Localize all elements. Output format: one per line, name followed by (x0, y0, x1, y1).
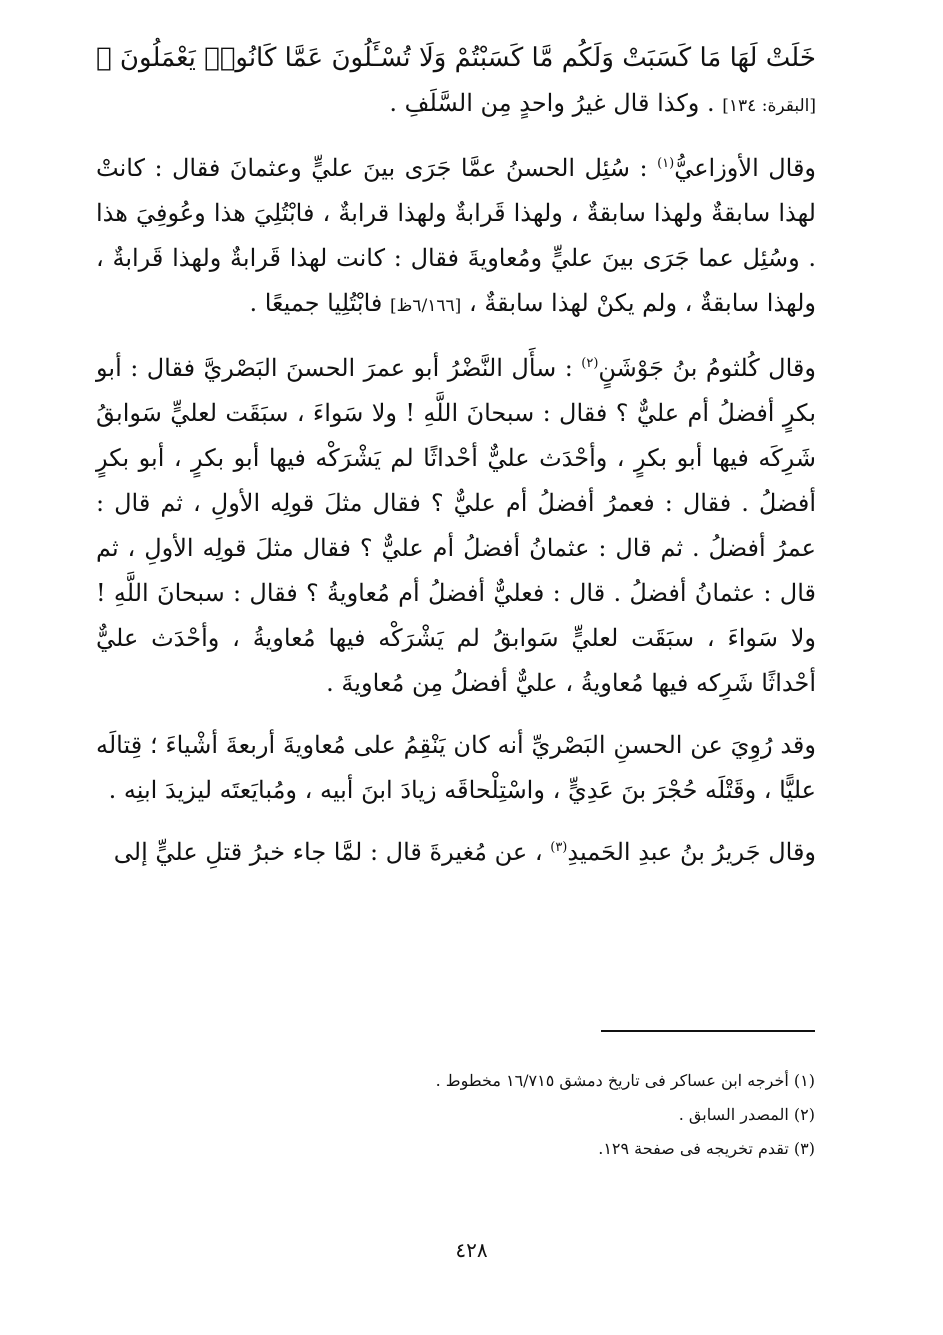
paragraph-text: . وكذا قال غيرُ واحدٍ مِن السَّلَفِ . (389, 89, 715, 117)
footnote-marker: (١) (657, 156, 675, 171)
footnote-marker: (٢) (581, 356, 599, 371)
paragraph-tail: فابْتُلِيا جميعًا . (249, 289, 383, 317)
paragraph-lead: وقال جَريرُ بنُ عبدِ الحَميدِ (567, 838, 816, 866)
paragraph-text: ، عن مُغيرةَ قال : لمَّا جاء خبرُ قتلِ عليٍّ إلى (113, 838, 543, 866)
quran-reference: [البقرة: ١٣٤] (722, 96, 816, 116)
paragraph-kulthum (96, 346, 816, 706)
paragraph-text: : سأَل النَّضْرُ أبو عمرَ الحسنَ البَصْريَّ فقال : أبو بكرٍ أفضلُ أم عليٌّ ؟ فقال : سبحانَ اللَّهِ ! ولا سَواءَ ، سبَقَت لعليٍّ سَوابقُ شَرِكَه فيها أبو بكرٍ ، وأحْدَث عليٌّ أحْداثًا لم يَشْرَكْه فيها أبو بكرٍ ، أبو بكرٍ أفضلُ . فقال : فعمرُ أفضلُ أم عليٌّ ؟ فقال مثلَ قولِه الأولِ ، ثم قال : عمرُ أفضلُ . ثم قال : عثمانُ أفضلُ أم عليٌّ ؟ فقال مثلَ قولِه الأولِ ، ثم قال : عثمانُ أفضلُ . قال : فعليٌّ أفضلُ أم مُعاويةُ ؟ فقال : سبحانَ اللَّهِ ! ولا سَواءَ ، سبَقَت لعليٍّ سَوابقُ لم يَشْرَكْه فيها مُعاويةُ ، وأحْدَث عليٌّ أحْداثًا شَرِكه فيها مُعاويةُ ، عليٌّ أفضلُ مِن مُعاويةَ . (96, 354, 816, 697)
paragraph-lead: وقال كُلثومُ بنُ جَوْشَنٍ (598, 354, 816, 382)
footnote-1: (١) أخرجه ابن عساكر فى تاريخ دمشق ١٦/٧١٥ مخطوط . (435, 1071, 815, 1090)
paragraph-text: وقد رُوِيَ عن الحسنِ البَصْريِّ أنه كان يَنْقِمُ على مُعاويةَ أربعةَ أشْياءَ ؛ قِتالَه عليًّا ، وقَتْلَه حُجْرَ بنَ عَدِيٍّ ، واسْتِلْحاقَه زيادَ ابنَ أبيه ، ومُبايَعتَه ليزيدَ ابنِه . (96, 731, 816, 804)
main-text (96, 36, 816, 875)
paragraph-hasan (96, 723, 816, 813)
footnote-divider (601, 1030, 815, 1032)
paragraph-awzai (96, 146, 816, 329)
footnote-2: (٢) المصدر السابق . (678, 1105, 815, 1124)
paragraph-jarir (96, 830, 816, 875)
footnote-3: (٣) تقدم تخريجه فى صفحة ١٢٩. (598, 1139, 815, 1158)
footnotes-list (255, 1064, 815, 1166)
paragraph-quran-verse (96, 36, 816, 129)
quran-verse: خَلَتْ لَهَا مَا كَسَبَتْ وَلَكُم مَّا كَسَبْتُمْ وَلَا تُسْـَٔلُونَ عَمَّا كَانُوا۟ يَعْمَلُونَ ﴾ (96, 43, 816, 73)
paragraph-text: : سُئِل الحسنُ عمَّا جَرَى بينَ عليٍّ وعثمانَ فقال : كانتْ لهذا سابقةٌ ولهذا سابقةٌ ، ولهذا قَرابةٌ ولهذا قرابةٌ ، فابْتُلِيَ هذا وعُوفِيَ هذا . وسُئِل عما جَرَى بينَ عليٍّ ومُعاويةَ فقال : كانت لهذا قَرابةٌ ولهذا قَرابةٌ ، ولهذا سابقةٌ ، ولم يكنْ لهذا سابقةٌ ، (96, 154, 816, 317)
footnote-marker: (٣) (550, 840, 568, 855)
page-number: ٤٢٨ (455, 1238, 488, 1262)
manuscript-reference: [٦/١٦٦ظ] (390, 296, 462, 316)
paragraph-lead: وقال الأوزاعيُّ (674, 154, 817, 182)
